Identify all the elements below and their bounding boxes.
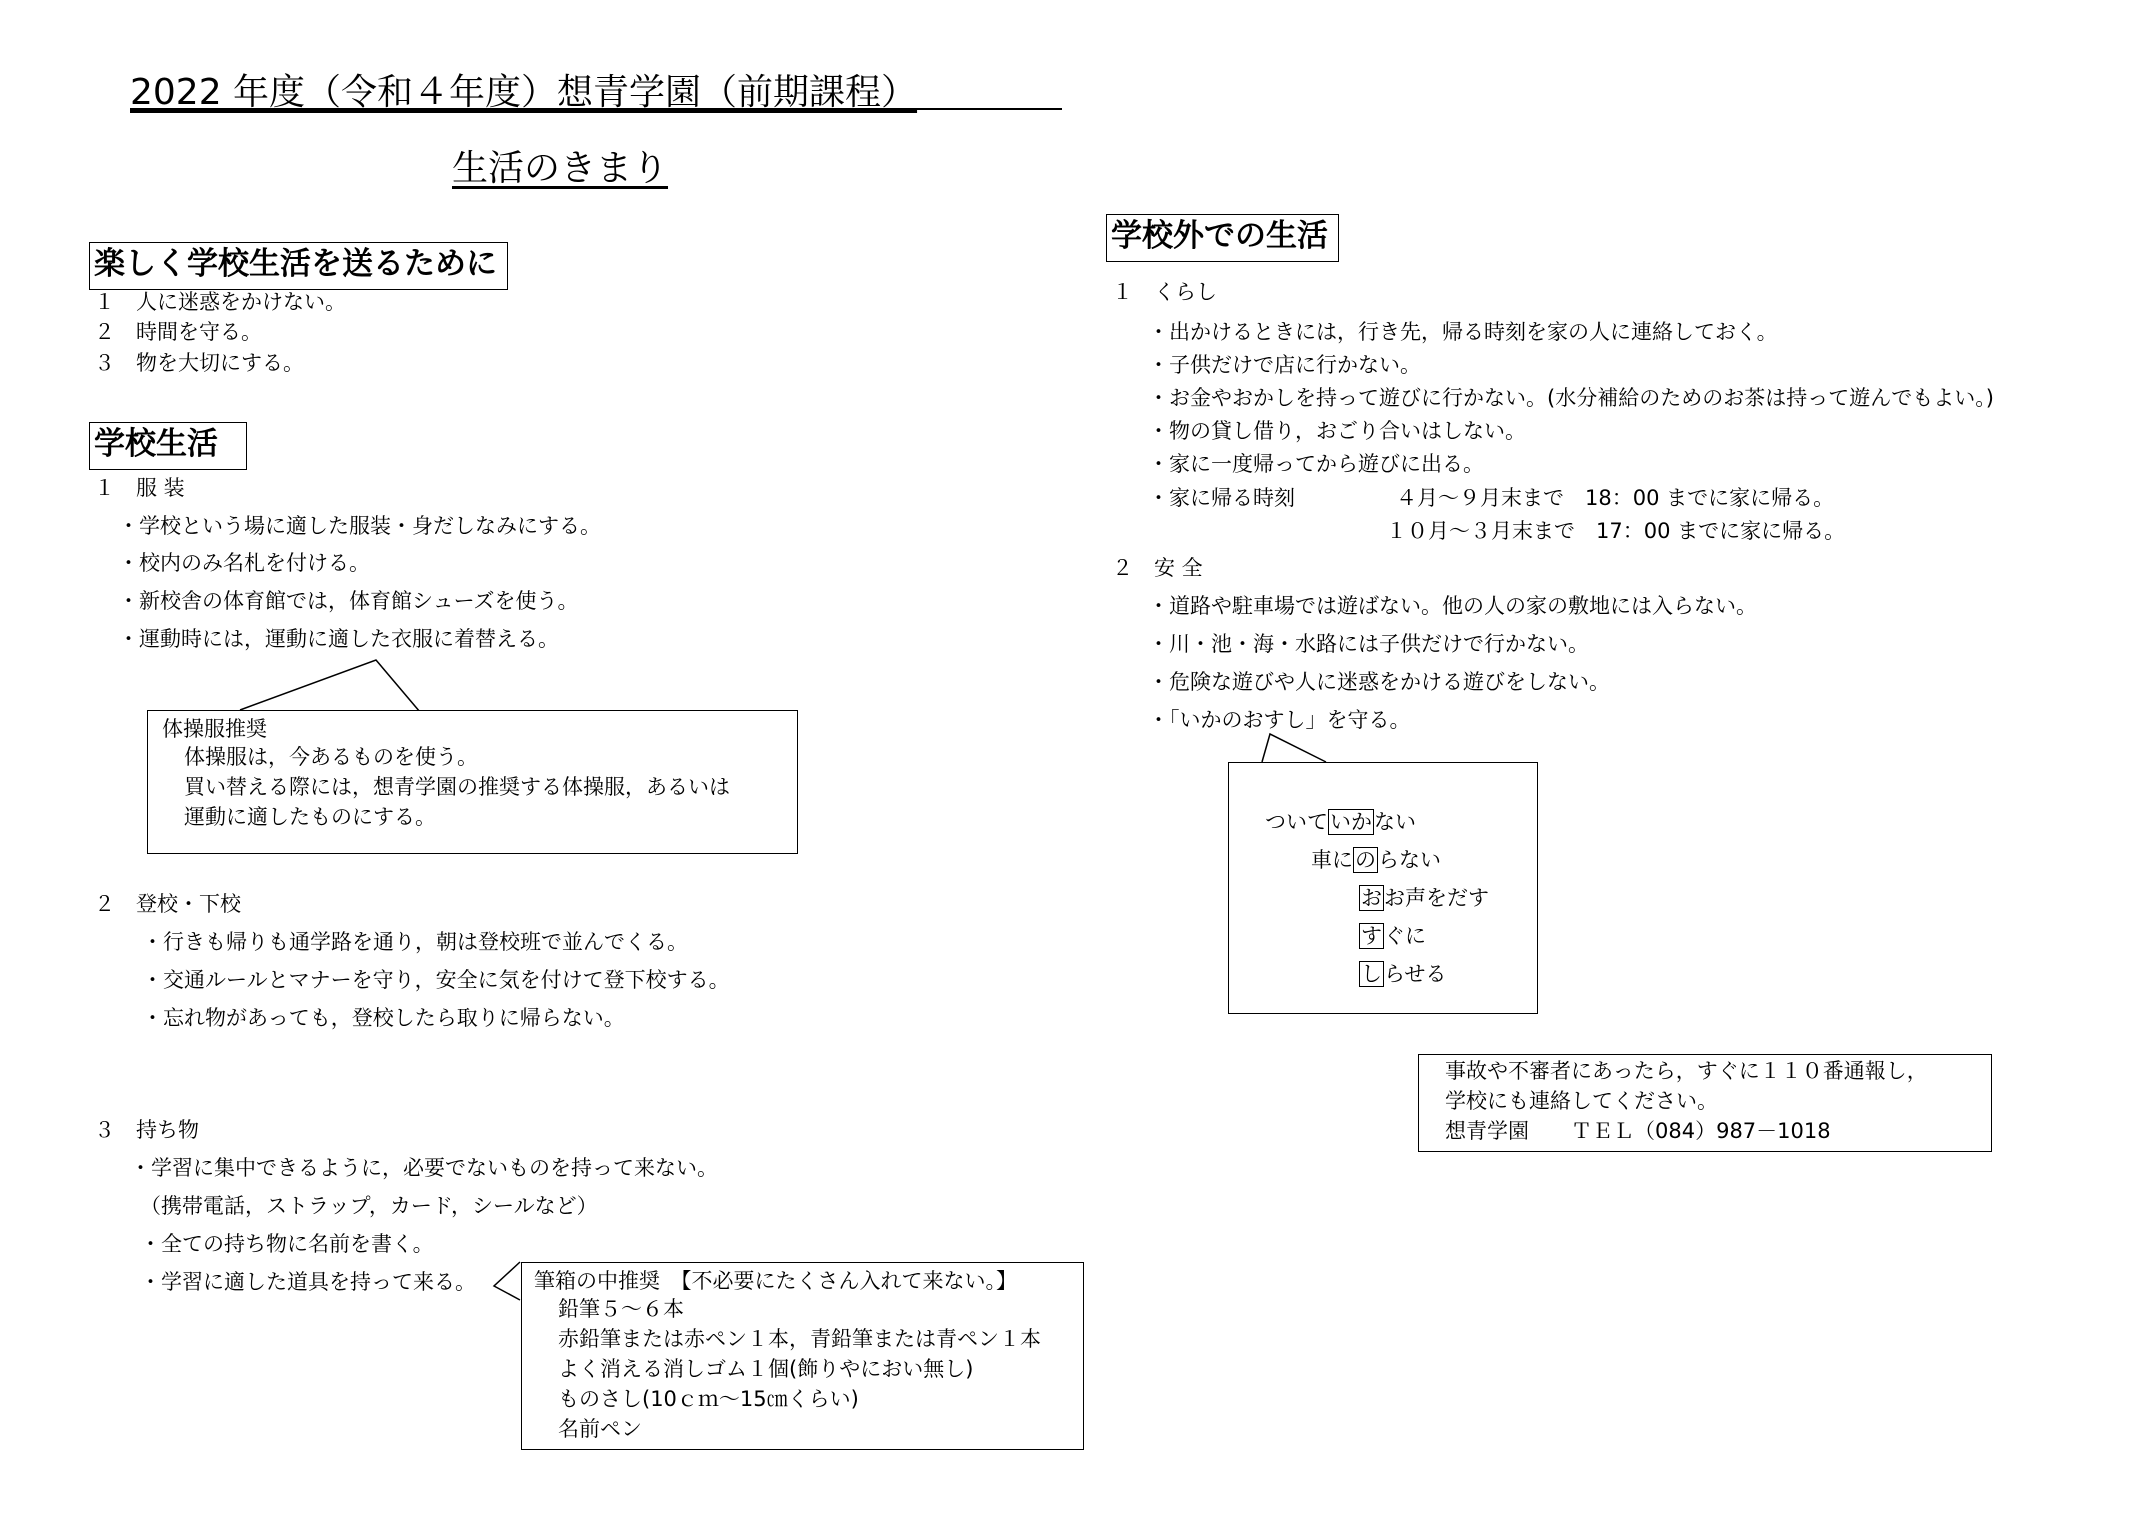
boxed-su: す <box>1361 924 1382 948</box>
pencil-callout-line-2: 赤鉛筆または赤ペン１本，青鉛筆または青ペン１本 <box>558 1327 1041 1351</box>
safety-item-4: ・「いかのおすし」を守る。 <box>1148 708 1411 732</box>
emergency-notice <box>1418 1054 1992 1152</box>
pencil-callout-line-1: 鉛筆５～６本 <box>558 1297 684 1321</box>
page-title: 2022 年度（令和４年度）想青学園（前期課程） <box>130 72 918 113</box>
safety-item-1: ・道路や駐車場では遊ばない。他の人の家の敷地には入らない。 <box>1148 594 1757 618</box>
commute-item-2: ・交通ルールとマナーを守り，安全に気を付けて登下校する。 <box>142 968 730 992</box>
fun-item-3: ３ 物を大切にする。 <box>94 351 304 375</box>
clothes-item-3: ・新校舎の体育館では，体育館シューズを使う。 <box>118 589 579 613</box>
living-item-3: ・お金やおかしを持って遊びに行かない。(水分補給のためのお茶は持って遊んでもよい。) <box>1148 386 1994 410</box>
boxed-shi: し <box>1361 962 1382 986</box>
living-heading: １ くらし <box>1112 280 1217 304</box>
safety-item-3: ・危険な遊びや人に迷惑をかける遊びをしない。 <box>1148 670 1610 694</box>
pencil-callout-line-3: よく消える消しゴム１個(飾りやにおい無し) <box>558 1357 974 1381</box>
living-item-4: ・物の貸し借り，おごり合いはしない。 <box>1148 419 1526 443</box>
pencil-callout-title: 筆箱の中推奨 【不必要にたくさん入れて来ない。】 <box>534 1269 1017 1293</box>
gym-callout-line-2: 買い替える際には，想青学園の推奨する体操服，あるいは <box>184 775 730 799</box>
title-underline <box>130 108 1062 110</box>
belongings-item-4: ・学習に適した道具を持って来る。 <box>140 1270 476 1294</box>
ikano-row-5: しらせる <box>1361 962 1447 986</box>
commute-heading: ２ 登校・下校 <box>94 892 241 916</box>
ikano-row-4: すぐに <box>1361 924 1426 948</box>
pencil-case-callout <box>521 1262 1084 1450</box>
living-item-2: ・子供だけで店に行かない。 <box>1148 353 1421 377</box>
safety-heading: ２ 安 全 <box>1112 556 1203 580</box>
return-time-label: ・家に帰る時刻 <box>1148 486 1295 510</box>
pencil-callout-line-4: ものさし(10ｃｍ～15㎝くらい) <box>558 1387 859 1411</box>
boxed-ika: いか <box>1330 810 1372 834</box>
fun-item-2: ２ 時間を守る。 <box>94 320 262 344</box>
gym-callout-line-3: 運動に適したものにする。 <box>184 805 436 829</box>
return-time-2: １０月～３月末まで 17：00 までに家に帰る。 <box>1386 519 1846 543</box>
heading-outside-school: 学校外での生活 <box>1106 214 1339 262</box>
gym-callout-title: 体操服推奨 <box>162 717 267 741</box>
boxed-no: の <box>1355 848 1376 872</box>
commute-item-1: ・行きも帰りも通学路を通り，朝は登校班で並んでくる。 <box>142 930 688 954</box>
notice-line-2: 学校にも連絡してください。 <box>1445 1089 1718 1113</box>
safety-item-2: ・川・池・海・水路には子供だけで行かない。 <box>1148 632 1589 656</box>
return-time-1: ４月～９月末まで 18：00 までに家に帰る。 <box>1396 486 1835 510</box>
ikanoosushi-callout <box>1228 762 1538 1014</box>
notice-line-1: 事故や不審者にあったら，すぐに１１０番通報し， <box>1445 1059 1928 1083</box>
boxed-o: お <box>1361 886 1382 910</box>
heading-school-life: 学校生活 <box>89 422 247 470</box>
pencil-callout-line-5: 名前ペン <box>558 1417 642 1441</box>
gym-callout-line-1: 体操服は，今あるものを使う。 <box>184 745 478 769</box>
clothes-item-2: ・校内のみ名札を付ける。 <box>118 551 370 575</box>
notice-line-3: 想青学園 ＴＥＬ（084）987－1018 <box>1445 1119 1831 1143</box>
living-item-1: ・出かけるときには，行き先，帰る時刻を家の人に連絡しておく。 <box>1148 320 1778 344</box>
clothes-item-4: ・運動時には，運動に適した衣服に着替える。 <box>118 627 559 651</box>
clothes-item-1: ・学校という場に適した服装・身だしなみにする。 <box>118 514 601 538</box>
belongings-heading: ３ 持ち物 <box>94 1118 199 1142</box>
commute-item-3: ・忘れ物があっても，登校したら取りに帰らない。 <box>142 1006 625 1030</box>
belongings-item-2: （携帯電話，ストラップ，カード，シールなど） <box>140 1194 598 1218</box>
ikano-row-3: おお声をだす <box>1361 886 1489 910</box>
clothes-heading: １ 服 装 <box>94 476 185 500</box>
belongings-item-1: ・学習に集中できるように，必要でないものを持って来ない。 <box>130 1156 718 1180</box>
ikano-row-2: 車にのらない <box>1311 848 1441 872</box>
belongings-item-3: ・全ての持ち物に名前を書く。 <box>140 1232 434 1256</box>
ikano-row-1: ついていかない <box>1265 810 1416 834</box>
living-item-5: ・家に一度帰ってから遊びに出る。 <box>1148 452 1484 476</box>
fun-item-1: １ 人に迷惑をかけない。 <box>94 290 346 314</box>
gym-clothes-callout <box>147 710 798 854</box>
page-subtitle: 生活のきまり <box>452 148 669 189</box>
heading-fun-school-life: 楽しく学校生活を送るために <box>89 242 508 290</box>
